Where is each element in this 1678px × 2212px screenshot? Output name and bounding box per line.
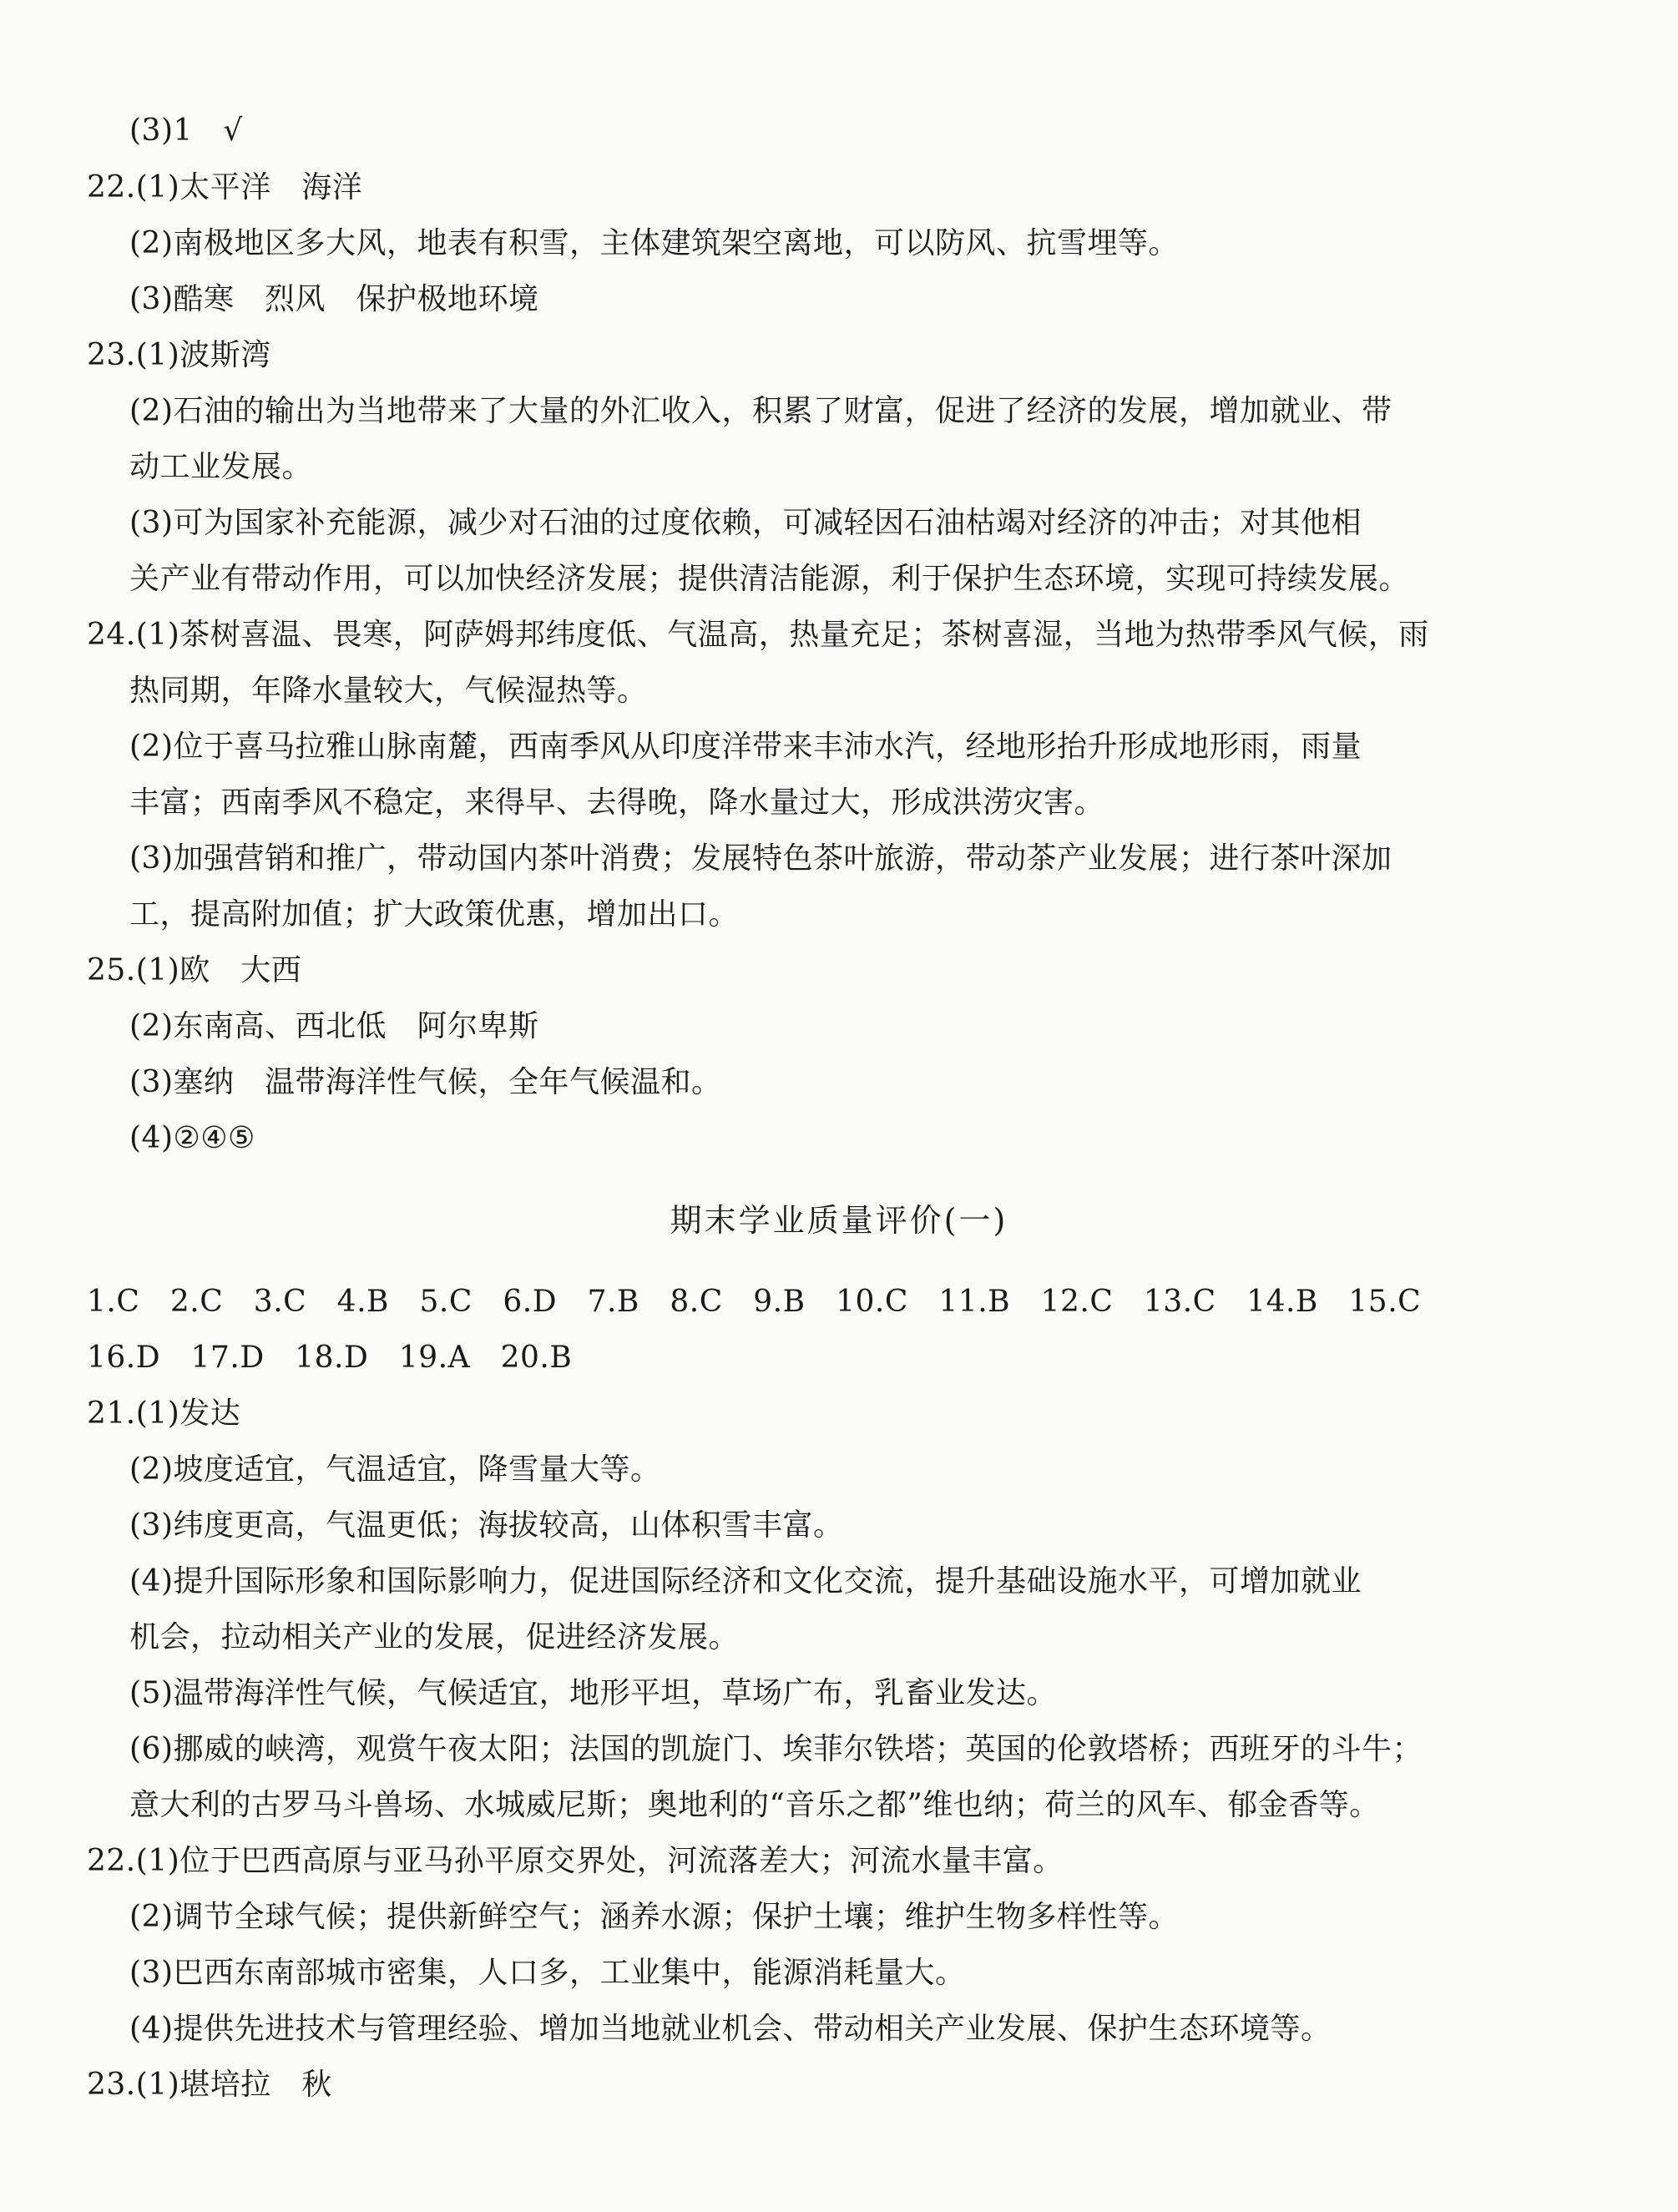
answer-line: 24.(1)茶树喜温、畏寒，阿萨姆邦纬度低、气温高，热量充足；茶树喜湿，当地为热带季风气候，雨 <box>87 618 1429 652</box>
answer-line: 动工业发展。 <box>129 450 313 484</box>
answer-line: (3)加强营销和推广，带动国内茶叶消费；发展特色茶叶旅游，带动茶产业发展；进行茶叶深加 <box>129 841 1392 876</box>
answer-line: (2)调节全球气候；提供新鲜空气；涵养水源；保护土壤；维护生物多样性等。 <box>129 1900 1179 1934</box>
answer-line: 热同期，年降水量较大，气候湿热等。 <box>129 674 648 708</box>
answer-line: (5)温带海洋性气候，气候适宜，地形平坦，草场广布，乳畜业发达。 <box>129 1676 1057 1710</box>
answer-line: 工，提高附加值；扩大政策优惠，增加出口。 <box>129 897 740 932</box>
answer-line: (3)1 √ <box>129 114 243 148</box>
answer-line: 22.(1)太平洋 海洋 <box>87 170 363 205</box>
answer-line: 关产业有带动作用，可以加快经济发展；提供清洁能源，利于保护生态环境，实现可持续发展。 <box>129 562 1410 596</box>
answer-line: 23.(1)堪培拉 秋 <box>87 2068 332 2102</box>
answer-line: (3)酷寒 烈风 保护极地环境 <box>129 282 539 316</box>
section-heading: 期末学业质量评价(一) <box>670 1202 1008 1239</box>
answer-line: (6)挪威的峡湾，观赏午夜太阳；法国的凯旋门、埃菲尔铁塔；英国的伦敦塔桥；西班牙的斗牛； <box>129 1732 1423 1766</box>
answer-line: 1.C 2.C 3.C 4.B 5.C 6.D 7.B 8.C 9.B 10.C 11.B 12.C 13.C 14.B 15.C <box>87 1285 1422 1319</box>
answer-line: (3)可为国家补充能源，减少对石油的过度依赖，可减轻因石油枯竭对经济的冲击；对其他相 <box>129 506 1362 540</box>
answer-line: (3)塞纳 温带海洋性气候，全年气候温和。 <box>129 1065 722 1099</box>
answer-line: (3)巴西东南部城市密集，人口多，工业集中，能源消耗量大。 <box>129 1956 966 1990</box>
answer-line: (2)石油的输出为当地带来了大量的外汇收入，积累了财富，促进了经济的发展，增加就业、带 <box>129 394 1392 428</box>
answer-line: 25.(1)欧 大西 <box>87 953 302 987</box>
answer-line: 21.(1)发达 <box>87 1396 241 1431</box>
answer-line: (4)提升国际形象和国际影响力，促进国际经济和文化交流，提升基础设施水平，可增加就业 <box>129 1564 1362 1598</box>
answer-line: (4)提供先进技术与管理经验、增加当地就业机会、带动相关产业发展、保护生态环境等。 <box>129 2012 1332 2046</box>
answer-line: 16.D 17.D 18.D 19.A 20.B <box>87 1341 573 1375</box>
answer-line: (4)②④⑤ <box>129 1121 255 1155</box>
answer-line: (3)纬度更高，气温更低；海拔较高，山体积雪丰富。 <box>129 1508 844 1543</box>
answer-line: (2)坡度适宜，气温适宜，降雪量大等。 <box>129 1452 661 1487</box>
answer-line: 22.(1)位于巴西高原与亚马孙平原交界处，河流落差大；河流水量丰富。 <box>87 1844 1064 1878</box>
answer-line: 23.(1)波斯湾 <box>87 338 271 372</box>
answer-line: 机会，拉动相关产业的发展，促进经济发展。 <box>129 1620 740 1654</box>
answer-line: (2)东南高、西北低 阿尔卑斯 <box>129 1009 539 1043</box>
answer-line: 丰富；西南季风不稳定，来得早、去得晚，降水量过大，形成洪涝灾害。 <box>129 785 1105 820</box>
answer-line: (2)位于喜马拉雅山脉南麓，西南季风从印度洋带来丰沛水汽，经地形抬升形成地形雨，雨量 <box>129 730 1362 764</box>
answer-line: (2)南极地区多大风，地表有积雪，主体建筑架空离地，可以防风、抗雪埋等。 <box>129 226 1179 260</box>
answer-line: 意大利的古罗马斗兽场、水城威尼斯；奥地利的“音乐之都”维也纳；荷兰的风车、郁金香等。 <box>129 1788 1380 1822</box>
